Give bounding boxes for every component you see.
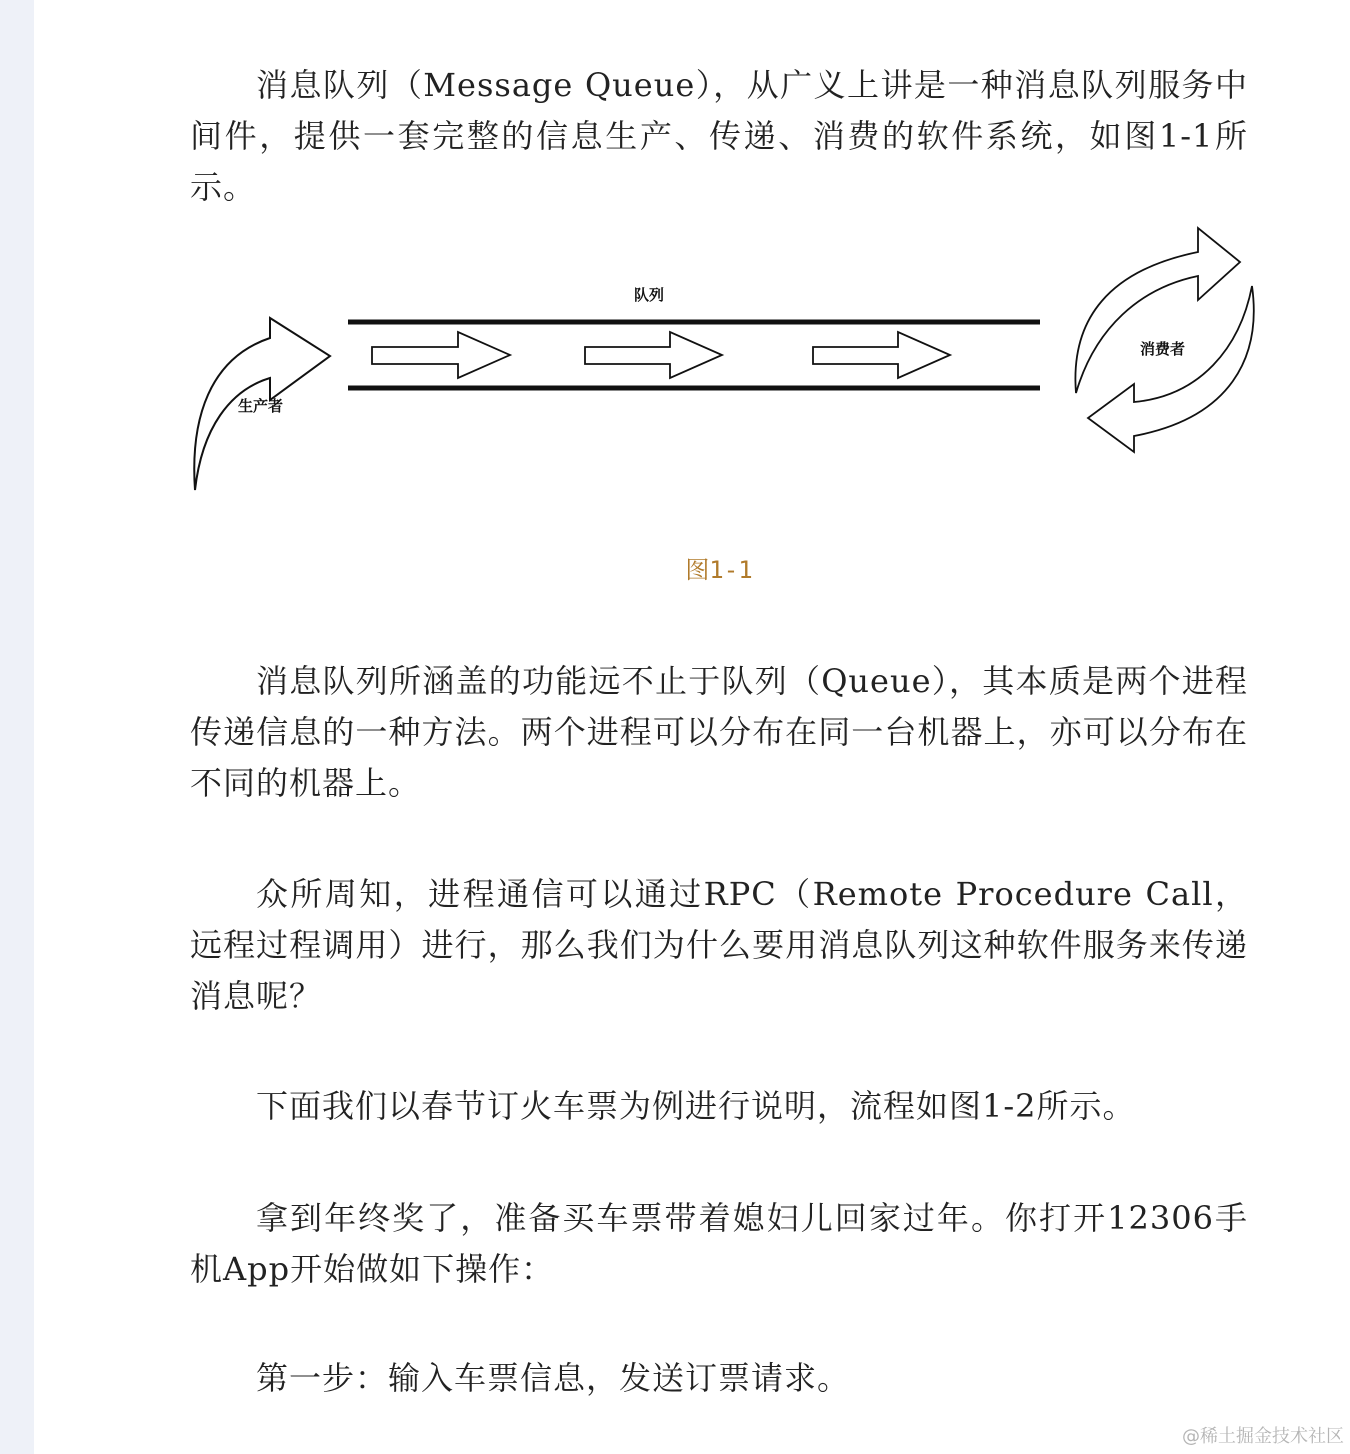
queue-label: 队列 (634, 286, 665, 304)
watermark: @稀土掘金技术社区 (1182, 1426, 1344, 1447)
paragraph-5: 拿到年终奖了，准备买车票带着媳妇儿回家过年。你打开12306手机App开始做如下操作： (190, 1199, 1248, 1288)
queue-arrow-icon (813, 332, 950, 378)
paragraph-6: 第一步：输入车票信息，发送订票请求。 (256, 1359, 851, 1397)
left-margin-strip (0, 0, 34, 1454)
queue-arrow-icon (372, 332, 510, 378)
document-page (190, 0, 1248, 1454)
message-queue-diagram (190, 218, 1260, 508)
paragraph-2: 消息队列所涵盖的功能远不止于队列（Queue），其本质是两个进程传递信息的一种方法。两个进程可以分布在同一台机器上，亦可以分布在不同的机器上。 (190, 662, 1248, 802)
paragraph-3: 众所周知，进程通信可以通过RPC（Remote Procedure Call，远程过程调用）进行，那么我们为什么要用消息队列这种软件服务来传递消息呢？ (190, 875, 1248, 1015)
paragraph-1: 消息队列（Message Queue），从广义上讲是一种消息队列服务中间件，提供一套完整的信息生产、传递、消费的软件系统，如图1-1所示。 (190, 66, 1248, 206)
figure-message-queue (190, 218, 1260, 508)
figure-caption: 图1-1 (685, 556, 753, 584)
paragraph-4: 下面我们以春节订火车票为例进行说明，流程如图1-2所示。 (256, 1087, 1136, 1125)
consumer-label: 消费者 (1140, 340, 1186, 358)
producer-label: 生产者 (238, 397, 284, 415)
queue-arrow-icon (585, 332, 722, 378)
